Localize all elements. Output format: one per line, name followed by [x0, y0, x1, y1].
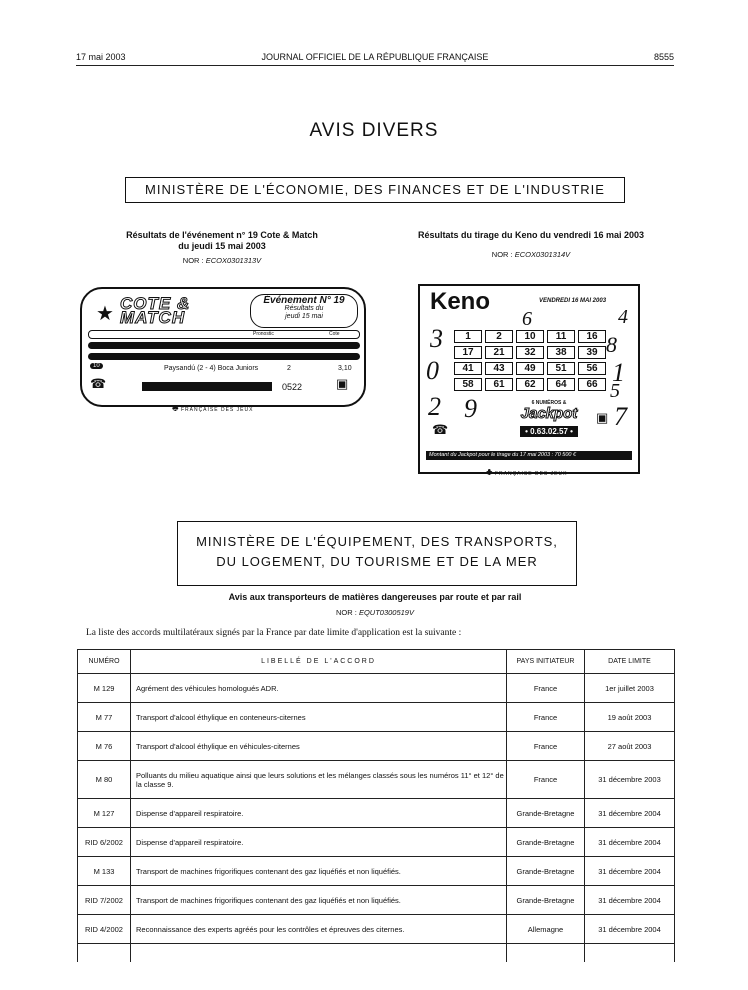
table-header-row [78, 650, 675, 674]
decorative-digit: 0 [426, 356, 439, 385]
cote-code: 0522 [282, 382, 303, 392]
cell-pays: Grande-Bretagne [507, 857, 585, 886]
keno-number: 1 [454, 330, 482, 343]
cell-pays: Grande-Bretagne [507, 828, 585, 857]
table-row [78, 915, 675, 944]
event-badge [250, 294, 358, 328]
cell-pays: France [507, 674, 585, 703]
cell-empty [78, 944, 131, 962]
cell-date: 1er juillet 2003 [585, 674, 675, 703]
keno-fdj-footer [486, 467, 567, 478]
masked-code-bar [142, 382, 272, 391]
decorative-digit: 4 [618, 306, 628, 328]
cell-libelle: Polluants du milieu aquatique ainsi que leurs solutions et les mélanges classés sous les numéros 11° et 12° de la classe 9. [131, 761, 507, 799]
cell-numero: M 127 [78, 799, 131, 828]
keno-nor-label: NOR : [491, 250, 513, 259]
match-pronostic: 2 [287, 365, 291, 372]
cell-date: 31 décembre 2004 [585, 886, 675, 915]
th-libelle: LIBELLÉ DE L'ACCORD [131, 650, 507, 674]
avis-nor-label: NOR : [336, 608, 357, 617]
running-header [76, 50, 674, 66]
minitel-icon: ▣ [596, 410, 609, 425]
keno-number: 2 [485, 330, 513, 343]
phone-icon: ☎ [432, 422, 449, 437]
keno-number: 41 [454, 362, 482, 375]
jackpot-block [506, 400, 592, 442]
match-number: 10 [90, 363, 103, 369]
cell-numero: M 133 [78, 857, 131, 886]
match-name: Paysandú (2 - 4) Boca Juniors [164, 365, 259, 372]
star-icon: ★ [96, 303, 114, 325]
cell-date: 27 août 2003 [585, 732, 675, 761]
table-row [78, 703, 675, 732]
cote-logo-line1: COTE & [120, 294, 191, 313]
cell-date: 31 décembre 2003 [585, 761, 675, 799]
cell-empty [585, 944, 675, 962]
cell-pays: Grande-Bretagne [507, 886, 585, 915]
keno-number: 66 [578, 378, 606, 391]
cell-empty [507, 944, 585, 962]
page-title: AVIS DIVERS [309, 120, 439, 141]
table-row [78, 886, 675, 915]
keno-nor-code: ECOX0301314V [514, 250, 571, 259]
cote-nor-label: NOR : [182, 256, 204, 265]
decorative-digit: 5 [610, 380, 620, 402]
keno-number: 62 [516, 378, 544, 391]
avis-heading: Avis aux transporteurs de matières dangereuses par route et par rail [228, 592, 522, 602]
keno-number: 16 [578, 330, 606, 343]
cell-libelle: Transport d'alcool éthylique en véhicules-citernes [131, 732, 507, 761]
table-row [78, 799, 675, 828]
col-pronostic: Pronostic [253, 331, 274, 337]
header-page-number: 8555 [653, 52, 674, 62]
cell-libelle: Dispense d'appareil respiratoire. [131, 828, 507, 857]
keno-number: 64 [547, 378, 575, 391]
keno-number: 39 [578, 346, 606, 359]
minitel-icon: ▣ [336, 376, 349, 391]
ministry-equipment-box [177, 521, 577, 586]
masked-row-2 [88, 353, 360, 360]
event-line2: jeudi 15 mai [285, 313, 323, 320]
jackpot-band: Montant du Jackpot pour le tirage du 17 mai 2003 : 70 500 € [426, 451, 632, 460]
avis-intro: La liste des accords multilatéraux signés par la France par date limite d'application est la suivante : [86, 628, 462, 638]
decorative-digit: 2 [428, 392, 441, 421]
table-row [78, 732, 675, 761]
decorative-digit: 7 [614, 402, 627, 431]
decorative-digit: 9 [464, 394, 477, 423]
keno-number: 61 [485, 378, 513, 391]
cell-pays: France [507, 761, 585, 799]
decorative-digit: 6 [522, 308, 532, 330]
table-row [78, 828, 675, 857]
accords-table [77, 649, 675, 962]
table-row [78, 857, 675, 886]
keno-number-grid [454, 330, 606, 391]
table-row-continued [78, 944, 675, 962]
cell-numero: RID 6/2002 [78, 828, 131, 857]
cell-libelle: Reconnaissance des experts agréés pour les contrôles et épreuves des citernes. [131, 915, 507, 944]
cell-pays: Grande-Bretagne [507, 799, 585, 828]
keno-number: 51 [547, 362, 575, 375]
cell-pays: Allemagne [507, 915, 585, 944]
cote-heading [92, 230, 352, 252]
header-journal: JOURNAL OFFICIEL DE LA RÉPUBLIQUE FRANÇAISE [261, 52, 489, 62]
jackpot-word: Jackpot [520, 405, 578, 422]
th-pays: PAYS INITIATEUR [507, 650, 585, 674]
cell-libelle: Agrément des véhicules homologués ADR. [131, 674, 507, 703]
keno-number: 10 [516, 330, 544, 343]
th-date: DATE LIMITE [585, 650, 675, 674]
cell-empty [131, 944, 507, 962]
cell-date: 31 décembre 2004 [585, 915, 675, 944]
ministry-economy-box [125, 177, 625, 203]
cote-heading-line1: Résultats de l'événement n° 19 Cote & Match [126, 230, 318, 240]
ministry-economy-title: MINISTÈRE DE L'ÉCONOMIE, DES FINANCES ET DE L'INDUSTRIE [145, 182, 605, 197]
event-line1: Résultats du [284, 305, 324, 312]
cell-libelle: Transport de machines frigorifiques contenant des gaz liquéfiés et non liquéfiés. [131, 857, 507, 886]
cell-date: 31 décembre 2004 [585, 799, 675, 828]
avis-nor [120, 608, 630, 617]
keno-number: 17 [454, 346, 482, 359]
cell-date: 19 août 2003 [585, 703, 675, 732]
keno-number: 43 [485, 362, 513, 375]
decorative-digit: 1 [612, 358, 625, 387]
keno-result-card [418, 284, 640, 474]
cote-heading-line2: du jeudi 15 mai 2003 [178, 241, 266, 251]
table-row [78, 761, 675, 799]
cell-pays: France [507, 703, 585, 732]
keno-number: 11 [547, 330, 575, 343]
cell-numero: M 80 [78, 761, 131, 799]
keno-heading [388, 230, 674, 241]
keno-heading-line1: Résultats du tirage du Keno du vendredi 16 mai 2003 [417, 230, 645, 240]
cell-libelle: Dispense d'appareil respiratoire. [131, 799, 507, 828]
cell-date: 31 décembre 2004 [585, 857, 675, 886]
keno-number: 58 [454, 378, 482, 391]
cote-logo-line2: MATCH [120, 308, 186, 327]
decorative-digit: 3 [430, 324, 443, 353]
keno-nor [388, 250, 674, 259]
keno-fdj-label: FRANÇAISE DES JEUX [494, 471, 568, 477]
cell-numero: M 129 [78, 674, 131, 703]
clover-icon: ♣ [172, 403, 179, 414]
keno-number: 38 [547, 346, 575, 359]
jackpot-label: 6 NUMÉROS & [531, 400, 567, 406]
avis-nor-code: EQUT0300519V [358, 608, 414, 617]
th-numero: NUMÉRO [78, 650, 131, 674]
keno-number: 21 [485, 346, 513, 359]
cote-nor-code: ECOX0301313V [205, 256, 262, 265]
cote-fdj-label: FRANÇAISE DES JEUX [180, 407, 254, 413]
keno-number: 49 [516, 362, 544, 375]
masked-row-1 [88, 342, 360, 349]
cote-nor [92, 256, 352, 265]
col-cote: Cote [329, 331, 340, 337]
cote-match-result-card [80, 287, 366, 407]
cote-match-logo [120, 294, 191, 327]
keno-number: 56 [578, 362, 606, 375]
jackpot-amount: • 0.63.02.57 • [520, 426, 578, 437]
ministry-equipment-line1: MINISTÈRE DE L'ÉQUIPEMENT, DES TRANSPORTS, [196, 534, 558, 549]
cell-libelle: Transport de machines frigorifiques contenant des gaz liquéfiés et non liquéfiés. [131, 886, 507, 915]
clover-icon: ♣ [486, 467, 493, 478]
keno-logo: Keno [430, 288, 490, 315]
header-date: 17 mai 2003 [76, 52, 126, 62]
column-header-bar [88, 330, 360, 339]
cell-numero: M 77 [78, 703, 131, 732]
cote-fdj-footer [172, 403, 253, 414]
cell-libelle: Transport d'alcool éthylique en conteneurs-citernes [131, 703, 507, 732]
cell-numero: M 76 [78, 732, 131, 761]
cell-date: 31 décembre 2004 [585, 828, 675, 857]
event-title: Événement N° 19 [263, 295, 345, 306]
keno-draw-date: VENDREDI 16 MAI 2003 [539, 298, 607, 304]
phone-icon: ☎ [90, 376, 107, 391]
cell-numero: RID 4/2002 [78, 915, 131, 944]
cell-pays: France [507, 732, 585, 761]
decorative-digit: 8 [606, 332, 617, 357]
cell-numero: RID 7/2002 [78, 886, 131, 915]
ministry-equipment-line2: DU LOGEMENT, DU TOURISME ET DE LA MER [216, 554, 538, 569]
match-cote: 3,10 [338, 365, 352, 372]
table-row [78, 674, 675, 703]
keno-number: 32 [516, 346, 544, 359]
